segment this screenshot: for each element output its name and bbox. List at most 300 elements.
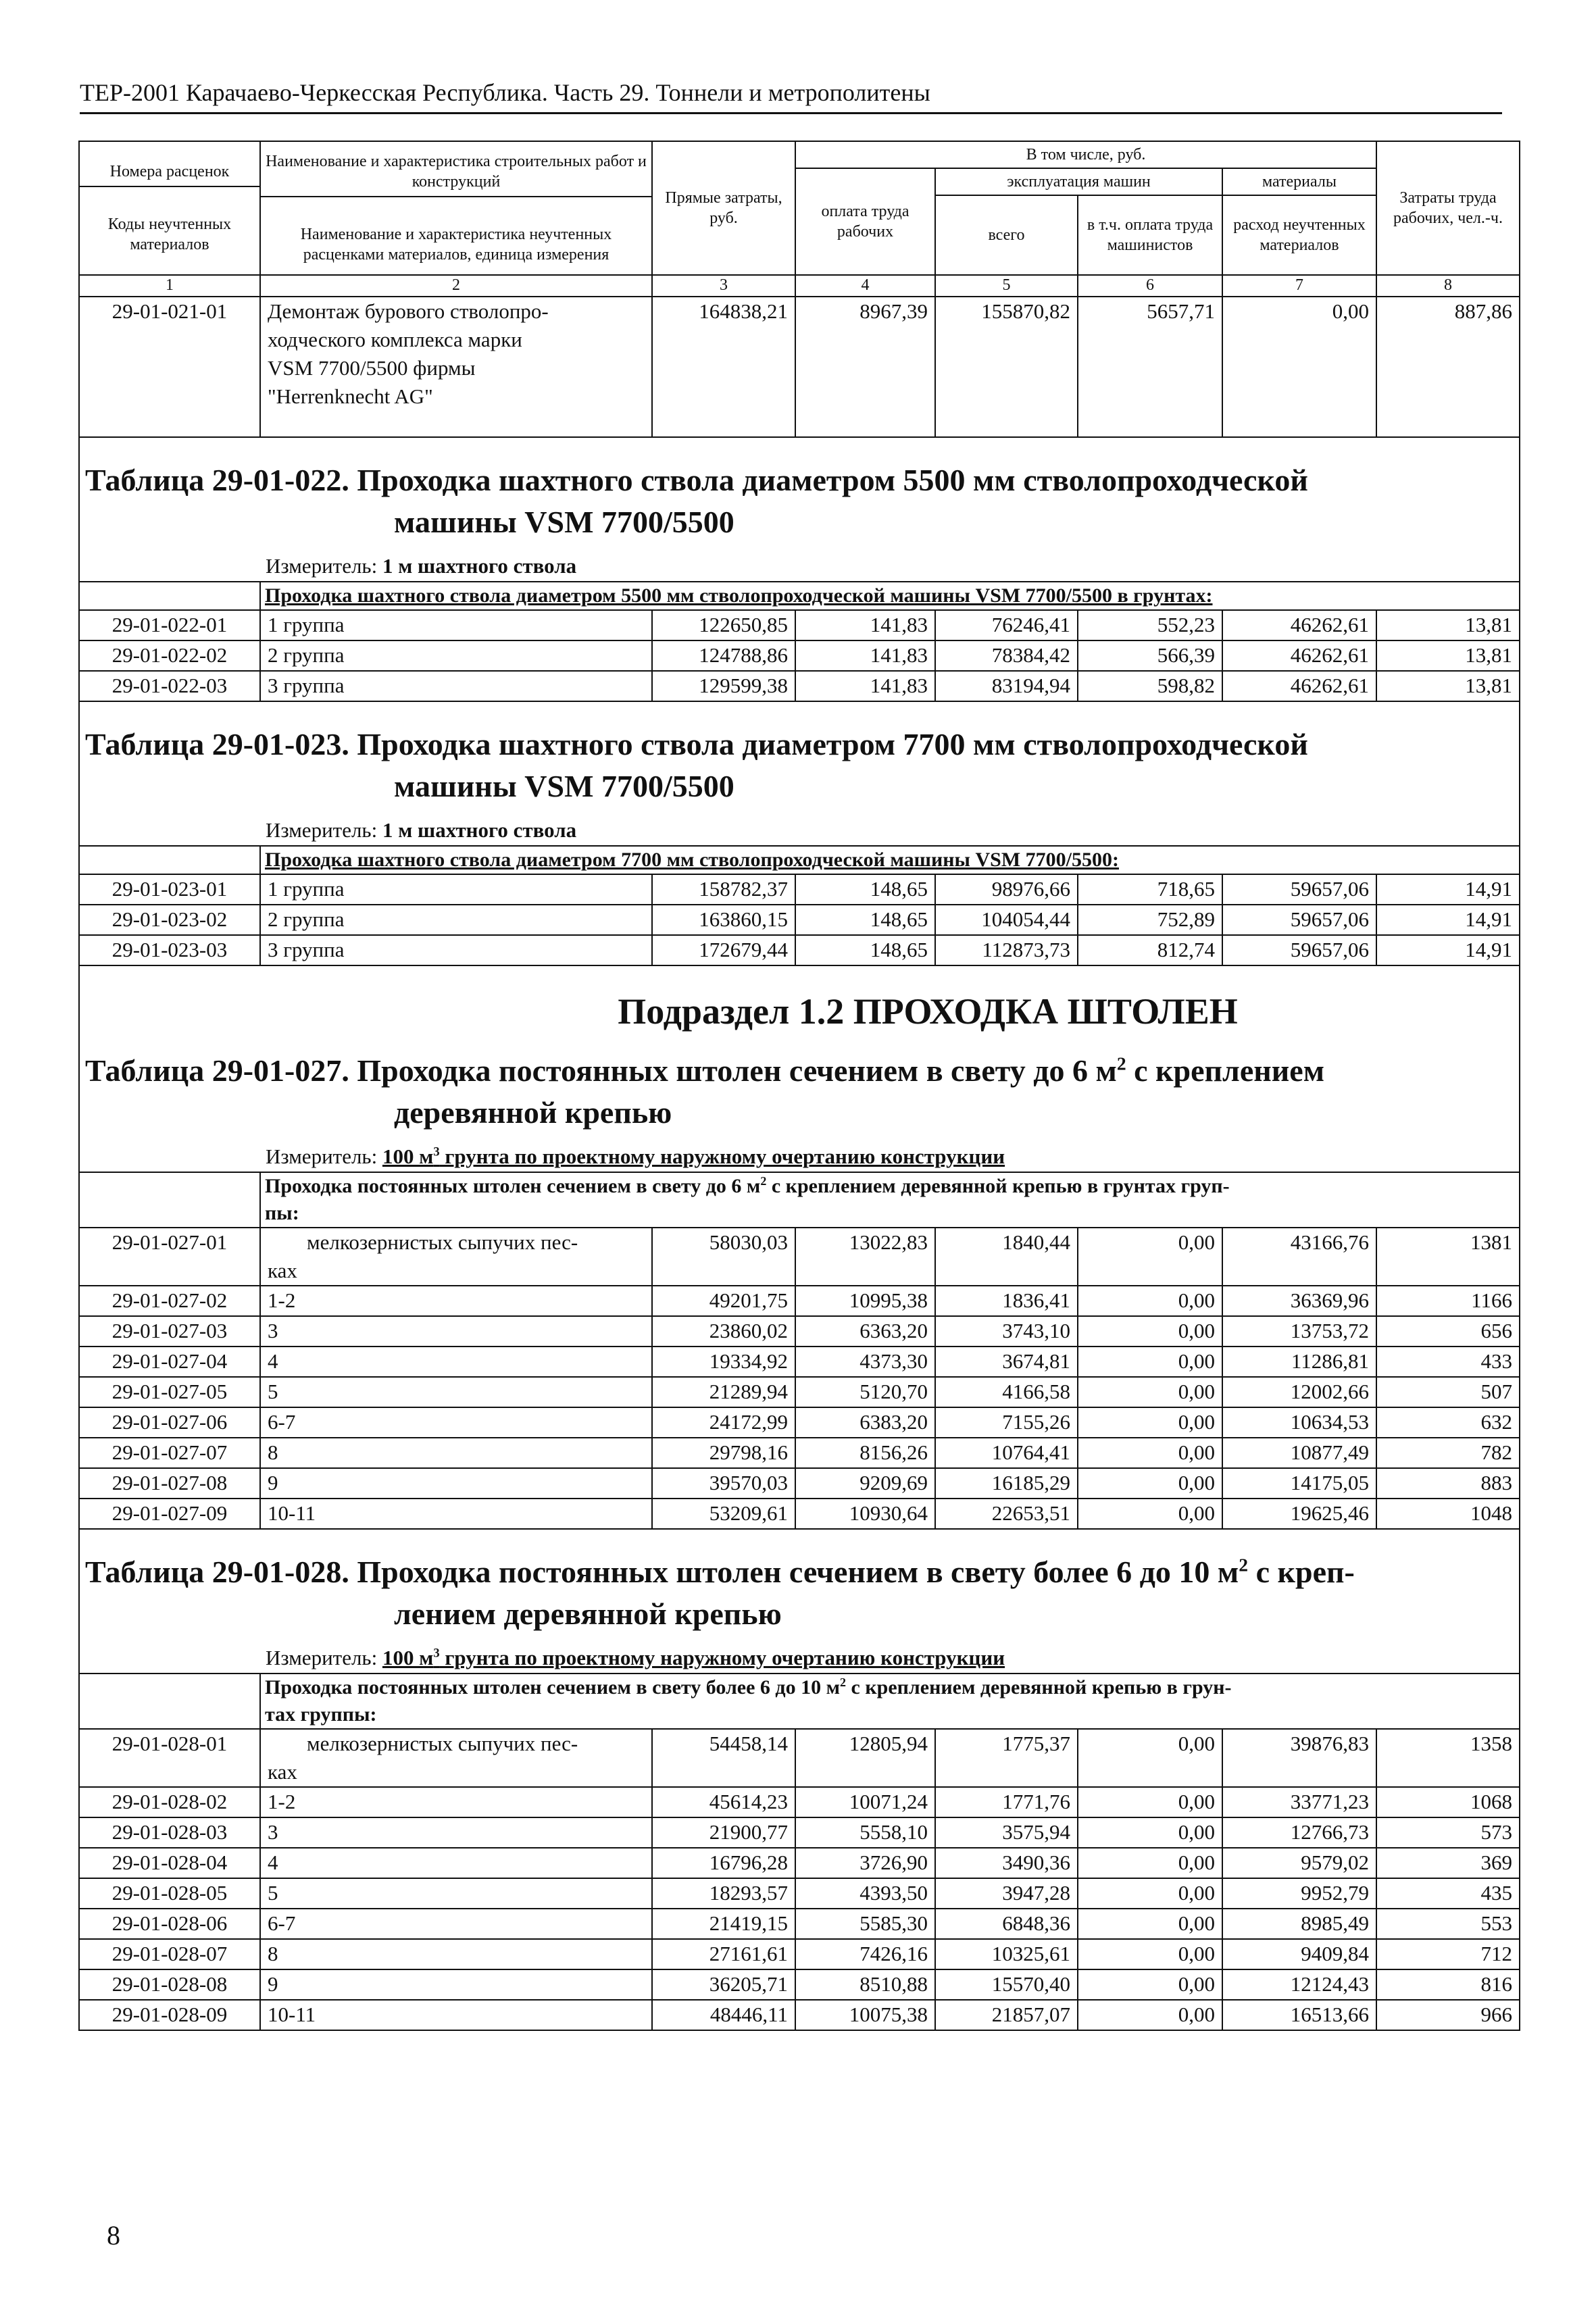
row-name: 4 (260, 1347, 652, 1377)
cell-labor: 141,83 (795, 610, 935, 640)
col-hours-header: Затраты труда рабочих, чел.-ч. (1376, 141, 1520, 275)
col2-top: Наименование и характеристика строительных работ и конструкций (266, 153, 647, 191)
cell-hours: 573 (1376, 1817, 1520, 1848)
cell-direct: 48446,11 (652, 2000, 795, 2030)
cell-mat: 39876,83 (1222, 1729, 1376, 1787)
cell-mach-labor: 0,00 (1078, 1817, 1222, 1848)
table-027-heading (79, 965, 1520, 1172)
group-line: пы: (265, 1202, 299, 1224)
table-023-body (79, 874, 1520, 965)
row-name: 10-11 (260, 1499, 652, 1529)
cell-labor: 10995,38 (795, 1286, 935, 1316)
measure-part: грунта по проектному наружному очертанию конструкции (439, 1145, 1005, 1168)
cell-mat: 46262,61 (1222, 671, 1376, 701)
cell-mat: 46262,61 (1222, 640, 1376, 671)
cell-direct: 39570,03 (652, 1468, 795, 1499)
cell-mach-labor: 0,00 (1078, 1377, 1222, 1407)
measure-part: 100 м (382, 1646, 434, 1669)
cell-hours: 13,81 (1376, 610, 1520, 640)
cell-mach: 104054,44 (935, 905, 1078, 935)
cell-direct: 29798,16 (652, 1438, 795, 1468)
cell-labor: 10930,64 (795, 1499, 935, 1529)
group-heading (260, 1172, 1520, 1228)
table-row (79, 1377, 1520, 1407)
cell-mach: 3575,94 (935, 1817, 1078, 1848)
cell-labor: 148,65 (795, 905, 935, 935)
row-name: 4 (260, 1848, 652, 1878)
row-code: 29-01-027-05 (79, 1377, 260, 1407)
cell-mach: 3743,10 (935, 1316, 1078, 1347)
cell-mach-labor: 0,00 (1078, 1286, 1222, 1316)
cell-hours: 435 (1376, 1878, 1520, 1909)
colnum-5: 5 (935, 275, 1078, 297)
col-labor-header: оплата труда рабочих (795, 168, 935, 275)
cell-mat: 43166,76 (1222, 1228, 1376, 1286)
cell-mach: 76246,41 (935, 610, 1078, 640)
table-row (79, 671, 1520, 701)
row-code: 29-01-028-02 (79, 1787, 260, 1817)
cell-mat: 12766,73 (1222, 1817, 1376, 1848)
cell-mach-labor: 0,00 (1078, 1228, 1222, 1286)
cell-mach: 112873,73 (935, 935, 1078, 965)
title-sup: 2 (1239, 1554, 1249, 1576)
cell-mach: 1836,41 (935, 1286, 1078, 1316)
cell-mat: 10634,53 (1222, 1407, 1376, 1438)
cell-hours: 782 (1376, 1438, 1520, 1468)
price-table (78, 141, 1519, 2242)
row-code: 29-01-027-02 (79, 1286, 260, 1316)
group-heading (260, 846, 1520, 874)
cell-direct: 124788,86 (652, 640, 795, 671)
row-code: 29-01-023-03 (79, 935, 260, 965)
cell-mat: 10877,49 (1222, 1438, 1376, 1468)
row-code: 29-01-023-02 (79, 905, 260, 935)
group-row (79, 846, 1520, 874)
group-sup: 2 (840, 1676, 847, 1689)
cell-labor: 4373,30 (795, 1347, 935, 1377)
row-name: 1-2 (260, 1286, 652, 1316)
cell-mach: 1775,37 (935, 1729, 1078, 1787)
cell-mach: 15570,40 (935, 1969, 1078, 2000)
colnum-3: 3 (652, 275, 795, 297)
cell-mach-labor: 0,00 (1078, 1939, 1222, 1969)
name-line: VSM 7700/5500 фирмы (268, 356, 476, 380)
cell-mach: 3947,28 (935, 1878, 1078, 1909)
heading-cell (79, 1529, 1520, 1674)
title-part: Таблица 29-01-028. Проходка постоянных штолен сечением в свету более 6 до 10 м (85, 1555, 1239, 1589)
cell-mat: 9409,84 (1222, 1939, 1376, 1969)
row-name: 8 (260, 1438, 652, 1468)
row-name (260, 1729, 652, 1787)
group-sup: 2 (760, 1174, 767, 1188)
table-row (79, 1316, 1520, 1347)
cell-direct: 54458,14 (652, 1729, 795, 1787)
title-line (85, 1053, 1324, 1088)
measure-sup: 3 (433, 1145, 440, 1159)
row-code: 29-01-028-06 (79, 1909, 260, 1939)
cell-direct: 163860,15 (652, 905, 795, 935)
cell-mach: 10325,61 (935, 1939, 1078, 1969)
table-028-body (79, 1787, 1520, 2030)
cell-labor: 13022,83 (795, 1228, 935, 1286)
row-name: 3 группа (260, 935, 652, 965)
title-line: машины VSM 7700/5500 (394, 769, 734, 803)
group-row (79, 582, 1520, 610)
row-code: 29-01-022-01 (79, 610, 260, 640)
cell-labor: 148,65 (795, 874, 935, 905)
group-part: Проходка постоянных штолен сечением в свету до 6 м (265, 1175, 761, 1197)
cell-mach-labor: 0,00 (1078, 1347, 1222, 1377)
cell-direct: 18293,57 (652, 1878, 795, 1909)
cell-mach-labor: 0,00 (1078, 1909, 1222, 1939)
measure (80, 815, 1519, 845)
table-row (79, 1499, 1520, 1529)
page-number: 8 (107, 2220, 120, 2250)
row-code: 29-01-028-03 (79, 1817, 260, 1848)
cell-mat: 13753,72 (1222, 1316, 1376, 1347)
table-row (79, 1787, 1520, 1817)
cell-labor: 5120,70 (795, 1377, 935, 1407)
table-row (79, 1286, 1520, 1316)
title-line: Таблица 29-01-022. Проходка шахтного ствола диаметром 5500 мм стволопроходческой (85, 463, 1308, 497)
colnum-6: 6 (1078, 275, 1222, 297)
heading-cell (79, 437, 1520, 582)
cell-labor: 3726,90 (795, 1848, 935, 1878)
cell-mach-labor: 752,89 (1078, 905, 1222, 935)
cell-labor: 148,65 (795, 935, 935, 965)
cell-hours: 13,81 (1376, 640, 1520, 671)
table-row (79, 1939, 1520, 1969)
measure (80, 1142, 1519, 1172)
incl-header: В том числе, руб. (795, 141, 1376, 168)
cell-mat: 9952,79 (1222, 1878, 1376, 1909)
row-code: 29-01-027-03 (79, 1316, 260, 1347)
table-row (79, 297, 1520, 437)
row-name: 5 (260, 1878, 652, 1909)
cell-mat: 59657,06 (1222, 935, 1376, 965)
name-line: ходческого комплекса марки (268, 328, 522, 351)
group-blank (79, 846, 260, 874)
row-name: 6-7 (260, 1909, 652, 1939)
cell-direct: 24172,99 (652, 1407, 795, 1438)
cell-labor: 8967,39 (795, 297, 935, 437)
col-codes-header (79, 141, 260, 275)
name-line: Демонтаж бурового стволопро- (268, 299, 549, 323)
group-part: с креплением деревянной крепью в грунтах груп- (766, 1175, 1230, 1197)
group-text: Проходка шахтного ствола диаметром 5500 мм стволопроходческой машины VSM 7700/5500 в грунтах: (265, 584, 1213, 607)
title-line: деревянной крепью (394, 1095, 672, 1130)
table-title (80, 438, 1519, 543)
measure (80, 551, 1519, 581)
measure-part: 100 м (382, 1145, 434, 1168)
cell-hours: 1048 (1376, 1499, 1520, 1529)
group-line (265, 1674, 1512, 1701)
col-mat-header: расход неучтенных материалов (1222, 195, 1376, 275)
cell-mat: 46262,61 (1222, 610, 1376, 640)
cell-direct: 164838,21 (652, 297, 795, 437)
title-line: Таблица 29-01-023. Проходка шахтного ствола диаметром 7700 мм стволопроходческой (85, 727, 1308, 761)
cell-hours: 712 (1376, 1939, 1520, 1969)
cell-mach-labor: 552,23 (1078, 610, 1222, 640)
table-row (79, 1969, 1520, 2000)
row-name (260, 297, 652, 437)
measure-label: Измеритель: (266, 1646, 378, 1669)
cell-mat: 9579,02 (1222, 1848, 1376, 1878)
table-027-body (79, 1286, 1520, 1529)
cell-hours: 887,86 (1376, 297, 1520, 437)
cell-hours: 1358 (1376, 1729, 1520, 1787)
title-part: Таблица 29-01-027. Проходка постоянных штолен сечением в свету до 6 м (85, 1053, 1117, 1088)
group-line (265, 1173, 1512, 1200)
cell-direct: 122650,85 (652, 610, 795, 640)
table-022-heading (79, 437, 1520, 582)
row-name: 9 (260, 1468, 652, 1499)
cell-hours: 14,91 (1376, 935, 1520, 965)
name-line: мелкозернистых сыпучих пес- (307, 1732, 578, 1755)
group-line: тах группы: (265, 1703, 377, 1726)
table-022-body (79, 610, 1520, 701)
row-name: 3 (260, 1316, 652, 1347)
row-name: 2 группа (260, 905, 652, 935)
cell-mach-labor: 812,74 (1078, 935, 1222, 965)
cell-hours: 656 (1376, 1316, 1520, 1347)
table-row (79, 905, 1520, 935)
name-line: мелкозернистых сыпучих пес- (307, 1230, 578, 1254)
row-code: 29-01-027-01 (79, 1228, 260, 1286)
cell-mach: 78384,42 (935, 640, 1078, 671)
table-023-heading (79, 701, 1520, 846)
cell-labor: 9209,69 (795, 1468, 935, 1499)
column-numbers-row (79, 275, 1520, 297)
row-code: 29-01-027-09 (79, 1499, 260, 1529)
cell-direct: 58030,03 (652, 1228, 795, 1286)
cell-labor: 10075,38 (795, 2000, 935, 2030)
row-name: 8 (260, 1939, 652, 1969)
cell-mat: 33771,23 (1222, 1787, 1376, 1817)
cell-mat: 36369,96 (1222, 1286, 1376, 1316)
row-code: 29-01-027-08 (79, 1468, 260, 1499)
cell-labor: 7426,16 (795, 1939, 935, 1969)
cell-direct: 172679,44 (652, 935, 795, 965)
row-code: 29-01-021-01 (79, 297, 260, 437)
cell-mach: 3490,36 (935, 1848, 1078, 1878)
cell-mat: 59657,06 (1222, 874, 1376, 905)
measure-part: грунта по проектному наружному очертанию конструкции (439, 1646, 1005, 1669)
cell-hours: 966 (1376, 2000, 1520, 2030)
cell-mach: 7155,26 (935, 1407, 1078, 1438)
cell-direct: 45614,23 (652, 1787, 795, 1817)
cell-mach-labor: 566,39 (1078, 640, 1222, 671)
row-name: 1-2 (260, 1787, 652, 1817)
row-code: 29-01-027-04 (79, 1347, 260, 1377)
group-part: с креплением деревянной крепью в грун- (846, 1676, 1232, 1699)
row-name: 3 группа (260, 671, 652, 701)
name-line: ках (268, 1259, 297, 1282)
cell-hours: 632 (1376, 1407, 1520, 1438)
cell-labor: 4393,50 (795, 1878, 935, 1909)
cell-direct: 129599,38 (652, 671, 795, 701)
row-name: 6-7 (260, 1407, 652, 1438)
cell-hours: 14,91 (1376, 874, 1520, 905)
table-title (80, 1045, 1519, 1134)
cell-mach-labor: 0,00 (1078, 1878, 1222, 1909)
row-code: 29-01-028-09 (79, 2000, 260, 2030)
title-sup: 2 (1116, 1053, 1126, 1074)
cell-mat: 12002,66 (1222, 1377, 1376, 1407)
table-row (79, 1228, 1520, 1286)
colnum-7: 7 (1222, 275, 1376, 297)
cell-direct: 53209,61 (652, 1499, 795, 1529)
row-name: 1 группа (260, 874, 652, 905)
cell-direct: 27161,61 (652, 1939, 795, 1969)
cell-mach-labor: 0,00 (1078, 1468, 1222, 1499)
row-name: 10-11 (260, 2000, 652, 2030)
cell-direct: 158782,37 (652, 874, 795, 905)
group-blank (79, 582, 260, 610)
cell-direct: 23860,02 (652, 1316, 795, 1347)
cell-mach-labor: 598,82 (1078, 671, 1222, 701)
cell-labor: 8156,26 (795, 1438, 935, 1468)
row-code: 29-01-028-01 (79, 1729, 260, 1787)
cell-hours: 816 (1376, 1969, 1520, 2000)
cell-hours: 369 (1376, 1848, 1520, 1878)
cell-hours: 507 (1376, 1377, 1520, 1407)
group-text: Проходка шахтного ствола диаметром 7700 мм стволопроходческой машины VSM 7700/5500: (265, 849, 1119, 871)
row-code: 29-01-028-04 (79, 1848, 260, 1878)
table-row (79, 1878, 1520, 1909)
title-part: с креплением (1126, 1053, 1325, 1088)
row-code: 29-01-027-07 (79, 1438, 260, 1468)
cell-mach-labor: 0,00 (1078, 1729, 1222, 1787)
group-row (79, 1674, 1520, 1729)
cell-mach: 6848,36 (935, 1909, 1078, 1939)
measure-value: 1 м шахтного ствола (382, 818, 577, 842)
col-machines-header: эксплуатация машин (935, 168, 1222, 195)
table-row (79, 610, 1520, 640)
name-line: "Herrenknecht AG" (268, 384, 433, 408)
measure-label: Измеритель: (266, 818, 378, 842)
cell-mat: 19625,46 (1222, 1499, 1376, 1529)
cell-mach-labor: 718,65 (1078, 874, 1222, 905)
cell-mach: 10764,41 (935, 1438, 1078, 1468)
row-name: 9 (260, 1969, 652, 2000)
cell-labor: 141,83 (795, 640, 935, 671)
group-blank (79, 1674, 260, 1729)
colnum-1: 1 (79, 275, 260, 297)
cell-labor: 12805,94 (795, 1729, 935, 1787)
table-row (79, 1407, 1520, 1438)
cell-mach: 21857,07 (935, 2000, 1078, 2030)
col1-top: Номера расценок (109, 163, 230, 180)
title-part: с креп- (1248, 1555, 1355, 1589)
measure-label: Измеритель: (266, 1145, 378, 1168)
table-row (79, 1729, 1520, 1787)
cell-labor: 141,83 (795, 671, 935, 701)
cell-mach-labor: 5657,71 (1078, 297, 1222, 437)
table-row (79, 935, 1520, 965)
table-row (79, 2000, 1520, 2030)
row-code: 29-01-028-05 (79, 1878, 260, 1909)
col2-bottom: Наименование и характеристика неучтенных расценками материалов, единица измерения (261, 196, 651, 265)
cell-hours: 883 (1376, 1468, 1520, 1499)
col-mach-labor-header: в т.ч. оплата труда машинистов (1078, 195, 1222, 275)
cell-hours: 553 (1376, 1909, 1520, 1939)
main-table (78, 141, 1520, 2031)
measure (80, 1643, 1519, 1673)
cell-hours: 13,81 (1376, 671, 1520, 701)
colnum-4: 4 (795, 275, 935, 297)
table-row (79, 874, 1520, 905)
colnum-8: 8 (1376, 275, 1520, 297)
cell-labor: 6383,20 (795, 1407, 935, 1438)
cell-mach: 1771,76 (935, 1787, 1078, 1817)
measure-value (382, 1646, 1005, 1669)
measure-value: 1 м шахтного ствола (382, 554, 577, 578)
table-row (79, 1468, 1520, 1499)
cell-mach-labor: 0,00 (1078, 1499, 1222, 1529)
row-code: 29-01-022-03 (79, 671, 260, 701)
cell-hours: 1068 (1376, 1787, 1520, 1817)
row-name: 1 группа (260, 610, 652, 640)
title-line: машины VSM 7700/5500 (394, 505, 734, 539)
group-row (79, 1172, 1520, 1228)
title-line (85, 1555, 1355, 1589)
colnum-2: 2 (260, 275, 652, 297)
cell-direct: 49201,75 (652, 1286, 795, 1316)
group-heading (260, 1674, 1520, 1729)
heading-cell (79, 965, 1520, 1172)
group-blank (79, 1172, 260, 1228)
cell-mat: 16513,66 (1222, 2000, 1376, 2030)
cell-labor: 8510,88 (795, 1969, 935, 2000)
cell-mach: 16185,29 (935, 1468, 1078, 1499)
cell-direct: 21289,94 (652, 1377, 795, 1407)
cell-mach: 3674,81 (935, 1347, 1078, 1377)
cell-mat: 12124,43 (1222, 1969, 1376, 2000)
table-row (79, 1848, 1520, 1878)
table-row (79, 1347, 1520, 1377)
cell-hours: 14,91 (1376, 905, 1520, 935)
table-028-heading (79, 1529, 1520, 1674)
subsection-title: Подраздел 1.2 ПРОХОДКА ШТОЛЕН (618, 991, 1238, 1032)
cell-direct: 21419,15 (652, 1909, 795, 1939)
page-header: ТЕР-2001 Карачаево-Черкесская Республика. Часть 29. Тоннели и метрополитены (80, 78, 1502, 114)
row-name: 5 (260, 1377, 652, 1407)
measure-label: Измеритель: (266, 554, 378, 578)
row-code: 29-01-027-06 (79, 1407, 260, 1438)
title-line: лением деревянной крепью (394, 1596, 782, 1631)
table-title (80, 702, 1519, 807)
table-row (79, 1817, 1520, 1848)
col-materials-header: материалы (1222, 168, 1376, 195)
cell-mat: 8985,49 (1222, 1909, 1376, 1939)
row-name: 3 (260, 1817, 652, 1848)
row-code: 29-01-028-08 (79, 1969, 260, 2000)
measure-value (382, 1145, 1005, 1168)
cell-mach-labor: 0,00 (1078, 1438, 1222, 1468)
cell-labor: 10071,24 (795, 1787, 935, 1817)
cell-direct: 21900,77 (652, 1817, 795, 1848)
cell-mach-labor: 0,00 (1078, 1787, 1222, 1817)
row-name (260, 1228, 652, 1286)
cell-hours: 433 (1376, 1347, 1520, 1377)
col1-bottom: Коды неучтенных материалов (80, 186, 259, 255)
heading-cell (79, 701, 1520, 846)
cell-mat: 14175,05 (1222, 1468, 1376, 1499)
table-row (79, 1909, 1520, 1939)
col-mach-total-header: всего (935, 195, 1078, 275)
group-heading (260, 582, 1520, 610)
